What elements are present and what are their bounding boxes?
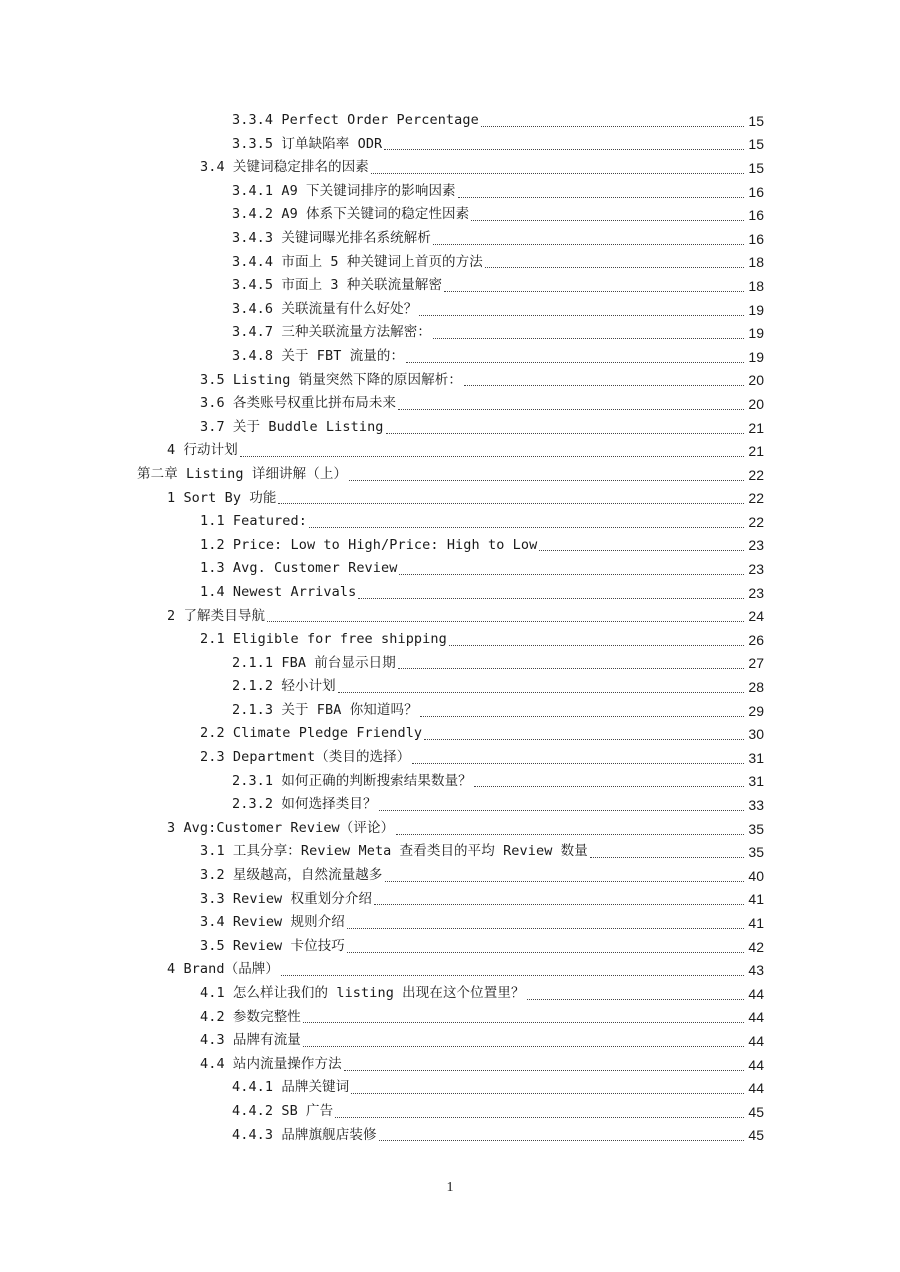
toc-entry[interactable]: [0, 793, 900, 817]
dot-leader: [406, 361, 744, 363]
toc-entry-title: 3.4.6 关联流量有什么好处？: [232, 300, 418, 317]
toc-entry[interactable]: [0, 463, 900, 487]
toc-entry[interactable]: [0, 1029, 900, 1053]
toc-entry-title: 2.2 Climate Pledge Friendly: [200, 725, 423, 742]
toc-entry-page-number: 44: [748, 1056, 764, 1073]
toc-entry-page-number: 29: [748, 702, 764, 719]
toc-entry-title: 3.3 Review 权重划分介绍: [200, 890, 373, 907]
toc-entry-page-number: 44: [748, 1032, 764, 1049]
toc-entry-page-number: 23: [748, 561, 764, 578]
toc-entry-page-number: 44: [748, 1080, 764, 1097]
dot-leader: [385, 880, 744, 882]
toc-entry-title: 3.2 星级越高，自然流量越多: [200, 867, 383, 884]
dot-leader: [358, 597, 744, 599]
toc-entry-title: 1.2 Price: Low to High/Price: High to Low: [200, 536, 538, 553]
dot-leader: [481, 125, 744, 127]
toc-entry-title: 4.2 参数完整性: [200, 1008, 301, 1025]
toc-entry-page-number: 22: [748, 513, 764, 530]
dot-leader: [471, 219, 744, 221]
dot-leader: [347, 951, 744, 953]
dot-leader: [420, 715, 744, 717]
toc-entry-page-number: 21: [748, 443, 764, 460]
dot-leader: [396, 833, 744, 835]
toc-entry-page-number: 15: [748, 136, 764, 153]
dot-leader: [267, 620, 744, 622]
toc-entry-title: 2.3.1 如何正确的判断搜索结果数量？: [232, 772, 472, 789]
toc-entry[interactable]: [0, 369, 900, 393]
toc-entry-title: 4.4.1 品牌关键词: [232, 1079, 350, 1096]
toc-entry-page-number: 22: [748, 466, 764, 483]
toc-entry-page-number: 40: [748, 867, 764, 884]
toc-entry[interactable]: [0, 722, 900, 746]
toc-entry-page-number: 18: [748, 254, 764, 271]
dot-leader: [527, 998, 744, 1000]
toc-entry-title: 2.1 Eligible for free shipping: [200, 631, 447, 648]
toc-entry-page-number: 23: [748, 537, 764, 554]
dot-leader: [474, 785, 744, 787]
toc-entry-page-number: 20: [748, 372, 764, 389]
toc-entry[interactable]: [0, 298, 900, 322]
toc-entry[interactable]: [0, 1124, 900, 1148]
toc-entry-title: 4 行动计划: [167, 442, 238, 459]
dot-leader: [398, 408, 744, 410]
toc-entry[interactable]: [0, 557, 900, 581]
dot-leader: [458, 196, 744, 198]
dot-leader: [303, 1045, 744, 1047]
toc-entry-title: 3 Avg:Customer Review（评论）: [167, 819, 395, 836]
toc-entry-page-number: 16: [748, 207, 764, 224]
table-of-contents: [0, 109, 900, 1147]
dot-leader: [433, 337, 744, 339]
toc-entry-title: 1.1 Featured:: [200, 513, 307, 530]
toc-entry[interactable]: [0, 392, 900, 416]
toc-entry-page-number: 26: [748, 631, 764, 648]
toc-entry[interactable]: [0, 251, 900, 275]
toc-entry-page-number: 20: [748, 395, 764, 412]
toc-entry[interactable]: [0, 911, 900, 935]
toc-entry-title: 3.4.7 三种关联流量方法解密：: [232, 324, 431, 341]
toc-entry-title: 第二章 Listing 详细讲解（上）: [137, 465, 348, 482]
toc-entry-page-number: 19: [748, 301, 764, 318]
dot-leader: [278, 502, 744, 504]
toc-entry[interactable]: [0, 770, 900, 794]
dot-leader: [347, 927, 744, 929]
toc-entry[interactable]: [0, 345, 900, 369]
toc-entry-title: 3.4.2 A9 体系下关键词的稳定性因素: [232, 206, 470, 223]
toc-entry-page-number: 23: [748, 584, 764, 601]
toc-entry[interactable]: [0, 1006, 900, 1030]
toc-entry-title: 3.4.5 市面上 3 种关联流量解密: [232, 277, 443, 294]
toc-entry[interactable]: [0, 699, 900, 723]
toc-entry-title: 2.1.1 FBA 前台显示日期: [232, 654, 396, 671]
dot-leader: [399, 573, 744, 575]
dot-leader: [371, 172, 744, 174]
toc-entry[interactable]: [0, 817, 900, 841]
toc-entry-page-number: 27: [748, 655, 764, 672]
toc-entry-page-number: 35: [748, 844, 764, 861]
toc-entry-title: 3.1 工具分享：Review Meta 查看类目的平均 Review 数量: [200, 843, 588, 860]
toc-entry[interactable]: [0, 109, 900, 133]
dot-leader: [335, 1116, 744, 1118]
toc-entry-title: 3.5 Review 卡位技巧: [200, 937, 345, 954]
toc-entry[interactable]: [0, 581, 900, 605]
toc-entry-title: 4.4.2 SB 广告: [232, 1102, 334, 1119]
toc-entry-title: 3.3.5 订单缺陷率 ODR: [232, 135, 383, 152]
toc-entry[interactable]: [0, 180, 900, 204]
toc-entry-page-number: 44: [748, 985, 764, 1002]
toc-entry[interactable]: [0, 227, 900, 251]
toc-entry-page-number: 28: [748, 679, 764, 696]
toc-entry[interactable]: [0, 1076, 900, 1100]
dot-leader: [419, 314, 744, 316]
dot-leader: [281, 974, 744, 976]
dot-leader: [303, 1021, 744, 1023]
toc-entry[interactable]: [0, 534, 900, 558]
toc-entry-page-number: 24: [748, 608, 764, 625]
dot-leader: [485, 266, 744, 268]
toc-entry-title: 2.3 Department（类目的选择）: [200, 749, 411, 766]
toc-entry-title: 3.4 Review 规则介绍: [200, 914, 345, 931]
dot-leader: [398, 667, 744, 669]
toc-entry[interactable]: [0, 1053, 900, 1077]
toc-entry[interactable]: [0, 746, 900, 770]
toc-entry-title: 3.4.8 关于 FBT 流量的：: [232, 347, 405, 364]
toc-entry[interactable]: [0, 321, 900, 345]
toc-entry[interactable]: [0, 203, 900, 227]
dot-leader: [590, 856, 744, 858]
toc-entry-title: 2.3.2 如何选择类目？: [232, 796, 377, 813]
toc-entry[interactable]: [0, 487, 900, 511]
toc-entry-page-number: 44: [748, 1009, 764, 1026]
toc-entry[interactable]: [0, 628, 900, 652]
toc-entry-page-number: 42: [748, 938, 764, 955]
dot-leader: [379, 1139, 744, 1141]
toc-entry[interactable]: [0, 935, 900, 959]
toc-entry[interactable]: [0, 864, 900, 888]
dot-leader: [374, 903, 744, 905]
toc-entry-page-number: 21: [748, 419, 764, 436]
dot-leader: [433, 243, 744, 245]
toc-entry[interactable]: [0, 274, 900, 298]
toc-entry-page-number: 35: [748, 820, 764, 837]
dot-leader: [338, 691, 744, 693]
dot-leader: [240, 455, 744, 457]
toc-entry[interactable]: [0, 840, 900, 864]
toc-entry-title: 2.1.3 关于 FBA 你知道吗？: [232, 701, 418, 718]
toc-entry-title: 1.3 Avg. Customer Review: [200, 560, 398, 577]
toc-entry-page-number: 22: [748, 490, 764, 507]
toc-entry-title: 3.4 关键词稳定排名的因素: [200, 159, 369, 176]
toc-entry-title: 1.4 Newest Arrivals: [200, 583, 357, 600]
toc-entry[interactable]: [0, 416, 900, 440]
dot-leader: [464, 384, 744, 386]
toc-entry[interactable]: [0, 888, 900, 912]
toc-entry[interactable]: [0, 510, 900, 534]
toc-entry-title: 4.1 怎么样让我们的 listing 出现在这个位置里？: [200, 985, 525, 1002]
toc-entry[interactable]: [0, 1100, 900, 1124]
toc-entry-title: 3.4.1 A9 下关键词排序的影响因素: [232, 182, 456, 199]
toc-entry-page-number: 45: [748, 1127, 764, 1144]
dot-leader: [309, 526, 744, 528]
toc-entry-title: 4.3 品牌有流量: [200, 1032, 301, 1049]
toc-entry-title: 4 Brand（品牌）: [167, 961, 279, 978]
toc-entry-title: 4.4 站内流量操作方法: [200, 1055, 342, 1072]
toc-entry[interactable]: [0, 982, 900, 1006]
toc-entry-title: 4.4.3 品牌旗舰店装修: [232, 1126, 377, 1143]
toc-entry-page-number: 16: [748, 183, 764, 200]
toc-entry-page-number: 16: [748, 230, 764, 247]
toc-entry-title: 3.5 Listing 销量突然下降的原因解析：: [200, 371, 462, 388]
toc-entry-page-number: 43: [748, 962, 764, 979]
toc-entry-title: 3.4.4 市面上 5 种关键词上首页的方法: [232, 253, 483, 270]
toc-entry[interactable]: [0, 675, 900, 699]
toc-entry-title: 3.4.3 关键词曝光排名系统解析: [232, 230, 431, 247]
dot-leader: [344, 1069, 744, 1071]
toc-entry-page-number: 15: [748, 159, 764, 176]
dot-leader: [449, 644, 744, 646]
toc-entry-page-number: 41: [748, 891, 764, 908]
toc-entry-title: 3.6 各类账号权重比拼布局未来: [200, 395, 397, 412]
toc-entry-page-number: 18: [748, 277, 764, 294]
toc-entry[interactable]: [0, 652, 900, 676]
toc-entry[interactable]: [0, 439, 900, 463]
dot-leader: [379, 809, 744, 811]
page-number: 1: [446, 1180, 454, 1195]
dot-leader: [412, 762, 744, 764]
toc-entry-page-number: 45: [748, 1103, 764, 1120]
toc-entry-title: 2 了解类目导航: [167, 607, 266, 624]
toc-entry[interactable]: [0, 133, 900, 157]
toc-entry-title: 2.1.2 轻小计划: [232, 678, 336, 695]
toc-entry-title: 3.3.4 Perfect Order Percentage: [232, 112, 479, 129]
toc-entry-page-number: 31: [748, 749, 764, 766]
toc-entry-page-number: 19: [748, 348, 764, 365]
dot-leader: [384, 148, 744, 150]
dot-leader: [424, 738, 744, 740]
toc-entry[interactable]: [0, 604, 900, 628]
toc-entry-title: 1 Sort By 功能: [167, 489, 277, 506]
dot-leader: [386, 432, 744, 434]
dot-leader: [349, 479, 744, 481]
toc-entry-page-number: 33: [748, 797, 764, 814]
toc-entry[interactable]: [0, 156, 900, 180]
toc-entry-page-number: 19: [748, 325, 764, 342]
dot-leader: [444, 290, 744, 292]
dot-leader: [351, 1092, 744, 1094]
toc-entry-page-number: 30: [748, 726, 764, 743]
toc-entry-page-number: 31: [748, 773, 764, 790]
toc-entry-page-number: 15: [748, 112, 764, 129]
toc-entry[interactable]: [0, 958, 900, 982]
toc-entry-page-number: 41: [748, 914, 764, 931]
dot-leader: [539, 549, 744, 551]
toc-entry-title: 3.7 关于 Buddle Listing: [200, 418, 384, 435]
